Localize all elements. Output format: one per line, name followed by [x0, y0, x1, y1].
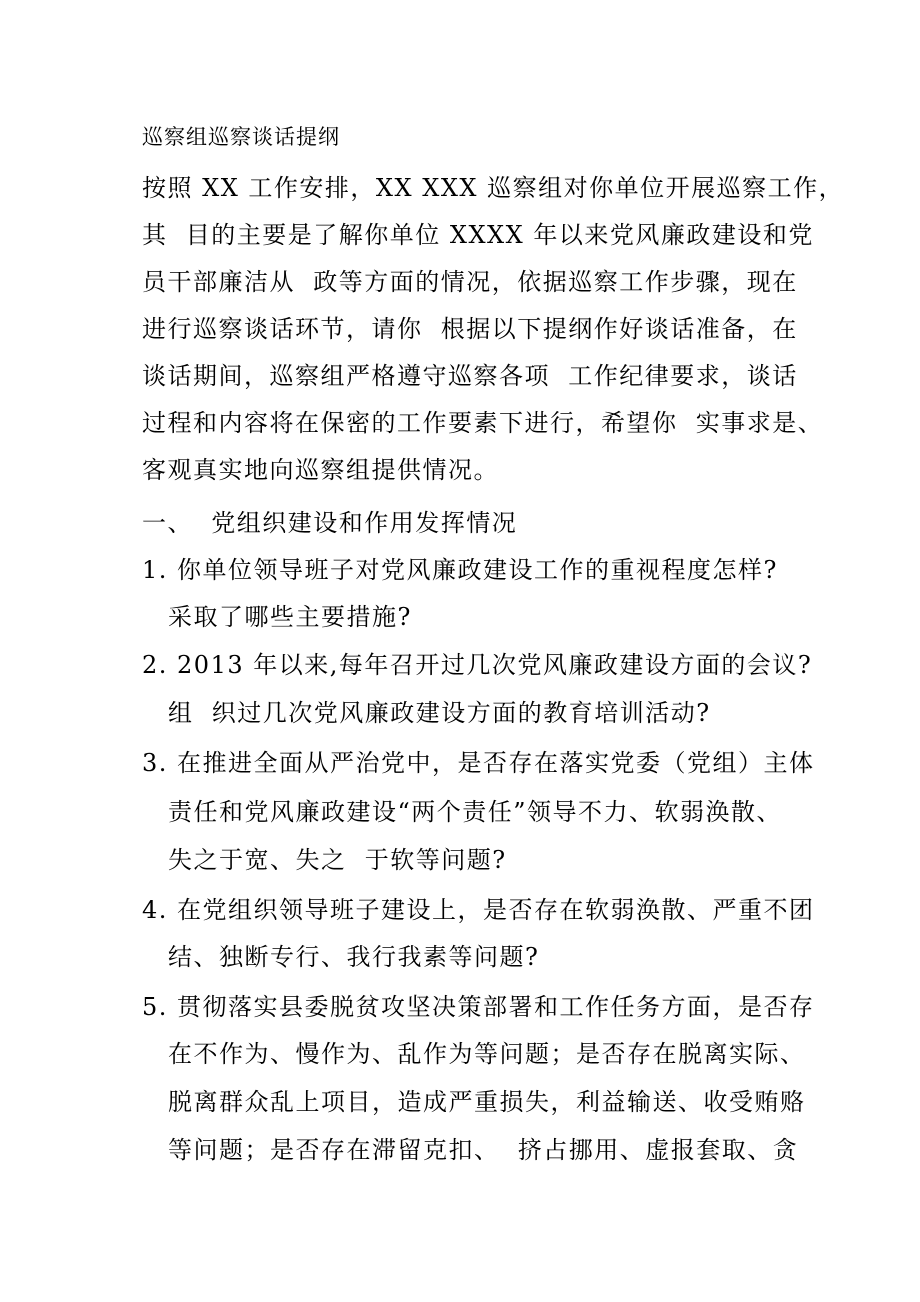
item-2-line-2: 组 织过几次党风廉政建设方面的教育培训活动?: [168, 699, 711, 727]
item-3-line-2: 责任和党风廉政建设“两个责任”领导不力、软弱涣散、: [168, 798, 783, 826]
item-2-line-1: 2. 2013 年以来,每年召开过几次党风廉政建设方面的会议?: [142, 651, 813, 679]
item-5-line-1: 5. 贯彻落实县委脱贫攻坚决策部署和工作任务方面，是否存: [142, 993, 815, 1021]
item-1-line-2: 采取了哪些主要措施?: [168, 603, 412, 631]
intro-line-2: 其 目的主要是了解你单位 XXXX 年以来党风廉政建设和党: [142, 221, 814, 249]
item-1-line-1: 1. 你单位领导班子对党风廉政建设工作的重视程度怎样?: [142, 556, 778, 584]
item-4-line-2: 结、独断专行、我行我素等问题?: [168, 943, 540, 971]
intro-line-5: 谈话期间，巡察组严格遵守巡察各项 工作纪律要求，谈话: [142, 362, 798, 390]
item-5-line-2: 在不作为、慢作为、乱作为等问题；是否存在脱离实际、: [168, 1040, 806, 1068]
intro-line-4: 进行巡察谈话环节，请你 根据以下提纲作好谈话准备，在: [142, 315, 798, 343]
section-heading: 一、 党组织建设和作用发挥情况: [142, 509, 518, 537]
intro-line-6: 过程和内容将在保密的工作要素下进行，希望你 实事求是、: [142, 409, 824, 437]
document-title: 巡察组巡察谈话提纲: [142, 125, 340, 149]
item-3-line-1: 3. 在推进全面从严治党中，是否存在落实党委（党组）主体: [142, 749, 815, 777]
item-5-line-3: 脱离群众乱上项目，造成严重损失，利益输送、收受贿赂: [168, 1088, 806, 1116]
item-3-line-3: 失之于宽、失之 于软等问题?: [168, 846, 507, 874]
intro-line-7: 客观真实地向巡察组提供情况。: [142, 456, 499, 484]
intro-line-3: 员干部廉洁从 政等方面的情况，依据巡察工作步骤，现在: [142, 268, 798, 296]
item-4-line-1: 4. 在党组织领导班子建设上，是否存在软弱涣散、严重不团: [142, 896, 815, 924]
intro-line-1: 按照 XX 工作安排，XX XXX 巡察组对你单位开展巡察工作，: [142, 174, 845, 202]
item-5-line-4: 等问题；是否存在滞留克扣、 挤占挪用、虚报套取、贪: [168, 1136, 799, 1164]
